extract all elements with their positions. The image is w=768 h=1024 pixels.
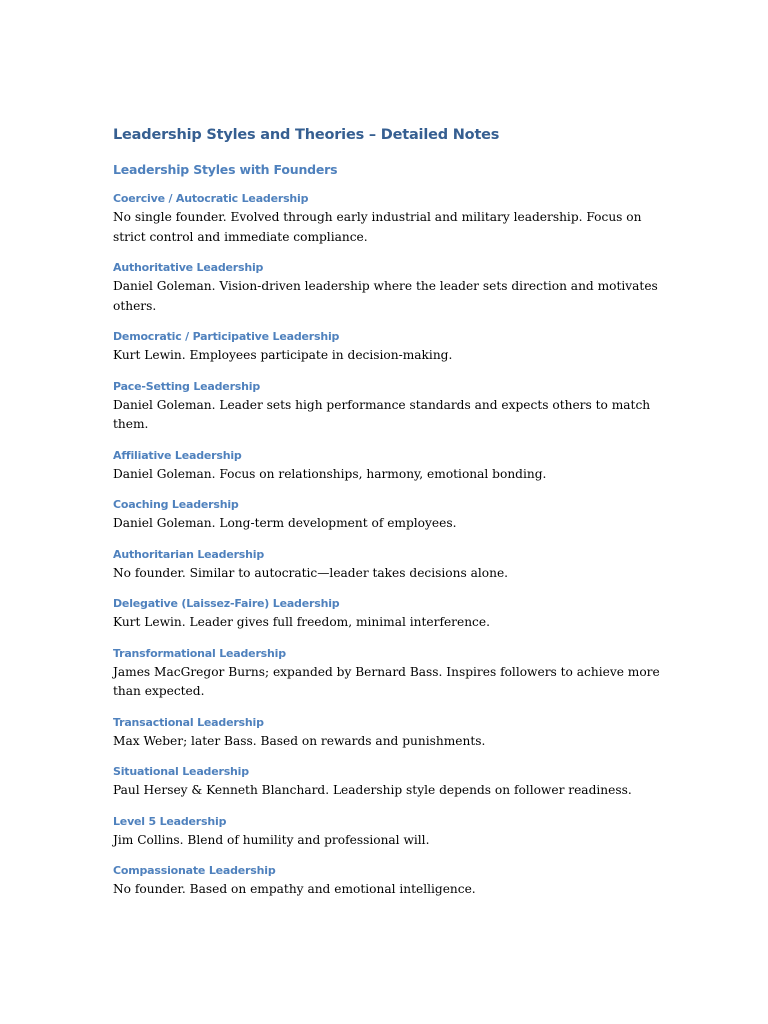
entry-body: Paul Hersey & Kenneth Blanchard. Leadership style depends on follower readiness. bbox=[113, 783, 632, 797]
entry-body: James MacGregor Burns; expanded by Bernard Bass. Inspires followers to achieve more than expected. bbox=[113, 664, 660, 698]
entry-body: Daniel Goleman. Long-term development of employees. bbox=[113, 516, 457, 530]
leadership-styles-list bbox=[113, 190, 663, 900]
list-item bbox=[113, 328, 663, 366]
entry-body: No single founder. Evolved through early industrial and military leadership. Focus on strict control and immediate compliance. bbox=[113, 210, 642, 244]
list-item bbox=[113, 447, 663, 485]
list-item bbox=[113, 763, 663, 801]
entry-heading: Coaching Leadership bbox=[113, 498, 239, 511]
list-item bbox=[113, 813, 663, 851]
list-item bbox=[113, 862, 663, 900]
entry-heading: Delegative (Laissez-Faire) Leadership bbox=[113, 597, 340, 610]
section-title: Leadership Styles with Founders bbox=[113, 162, 338, 177]
entry-heading: Level 5 Leadership bbox=[113, 814, 227, 828]
entry-body: Kurt Lewin. Employees participate in decision-making. bbox=[113, 348, 453, 362]
list-item bbox=[113, 546, 663, 584]
entry-body: Kurt Lewin. Leader gives full freedom, minimal interference. bbox=[113, 615, 490, 629]
entry-heading: Authoritative Leadership bbox=[113, 261, 264, 274]
entry-body: Daniel Goleman. Focus on relationships, harmony, emotional bonding. bbox=[113, 466, 547, 481]
entry-heading: Pace-Setting Leadership bbox=[113, 379, 261, 393]
list-item bbox=[113, 714, 663, 752]
entry-body: Daniel Goleman. Vision-driven leadership where the leader sets direction and motivates others. bbox=[113, 279, 658, 313]
document-title: Leadership Styles and Theories – Detailed Notes bbox=[113, 127, 500, 143]
entry-body: Daniel Goleman. Leader sets high performance standards and expects others to match them. bbox=[113, 397, 651, 431]
document-page bbox=[113, 124, 663, 912]
entry-body: Jim Collins. Blend of humility and professional will. bbox=[113, 832, 430, 847]
entry-body: No founder. Based on empathy and emotional intelligence. bbox=[113, 882, 476, 896]
entry-body: Max Weber; later Bass. Based on rewards and punishments. bbox=[113, 733, 486, 748]
list-item bbox=[113, 259, 663, 316]
entry-heading: Situational Leadership bbox=[113, 765, 249, 778]
list-item bbox=[113, 595, 663, 633]
entry-heading: Democratic / Participative Leadership bbox=[113, 330, 340, 343]
list-item bbox=[113, 190, 663, 247]
list-item bbox=[113, 645, 663, 702]
entry-heading: Coercive / Autocratic Leadership bbox=[113, 192, 309, 205]
entry-heading: Authoritarian Leadership bbox=[113, 547, 265, 561]
entry-heading: Affiliative Leadership bbox=[113, 448, 242, 462]
entry-body: No founder. Similar to autocratic—leader takes decisions alone. bbox=[113, 565, 509, 580]
entry-heading: Compassionate Leadership bbox=[113, 864, 276, 877]
list-item bbox=[113, 496, 663, 534]
entry-heading: Transactional Leadership bbox=[113, 715, 264, 729]
list-item bbox=[113, 378, 663, 435]
entry-heading: Transformational Leadership bbox=[113, 646, 286, 660]
